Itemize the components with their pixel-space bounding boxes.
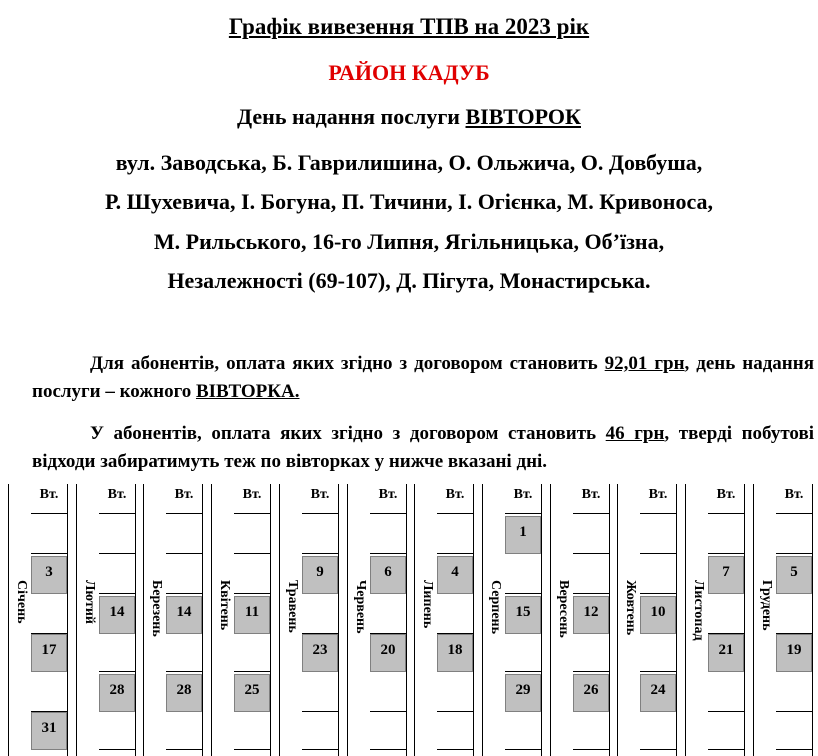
- para2-text-b: , тверді побутові відходи забиратимуть теж по вівторках у нижче вказані дні.: [32, 423, 814, 472]
- weekday-header: Вт.: [640, 484, 676, 514]
- collection-day-cell: 25: [234, 674, 270, 712]
- empty-day-cell: [573, 634, 609, 672]
- collection-day-cell: 20: [370, 634, 406, 672]
- empty-day-cell: [234, 634, 270, 672]
- collection-day-cell: 1: [505, 516, 541, 554]
- weekday-header: Вт.: [437, 484, 473, 514]
- empty-day-cell: [370, 712, 406, 750]
- empty-day-cell: [437, 596, 473, 634]
- weekday-header: Вт.: [99, 484, 135, 514]
- collection-day-cell: 10: [640, 596, 676, 634]
- empty-day-cell: [166, 634, 202, 672]
- weekday-header: Вт.: [370, 484, 406, 514]
- schedule-grid: [8, 484, 818, 756]
- empty-day-cell: [776, 516, 812, 554]
- para1-text-b: , день надання послуги – кожного: [32, 353, 814, 402]
- empty-day-cell: [234, 516, 270, 554]
- month-day-column: [370, 484, 406, 756]
- para1-price: 92,01 грн: [604, 353, 685, 374]
- empty-day-cell: [437, 674, 473, 712]
- empty-day-cell: [302, 674, 338, 712]
- collection-day-cell: 12: [573, 596, 609, 634]
- grid-divider: [744, 484, 745, 756]
- para1-day: ВІВТОРКА.: [195, 381, 300, 402]
- empty-day-cell: [708, 712, 744, 750]
- grid-divider: [406, 484, 407, 756]
- weekday-header: Вт.: [31, 484, 67, 514]
- month-label: Травень: [285, 580, 300, 633]
- empty-day-cell: [370, 516, 406, 554]
- weekday-header: Вт.: [505, 484, 541, 514]
- empty-day-cell: [234, 712, 270, 750]
- empty-day-cell: [708, 596, 744, 634]
- month-label: Липень: [420, 580, 435, 629]
- empty-day-cell: [31, 516, 67, 554]
- month-label: Вересень: [556, 580, 571, 638]
- weekday-header: Вт.: [708, 484, 744, 514]
- collection-day-cell: 28: [166, 674, 202, 712]
- empty-day-cell: [573, 556, 609, 594]
- month-day-column: [166, 484, 202, 756]
- weekday-header: Вт.: [166, 484, 202, 514]
- month-label: Лютий: [82, 580, 97, 624]
- empty-day-cell: [302, 596, 338, 634]
- service-day: ВІВТОРОК: [465, 104, 581, 129]
- grid-divider: [812, 484, 813, 756]
- month-day-column: [708, 484, 744, 756]
- month-label: Квітень: [217, 580, 232, 631]
- grid-divider: [473, 484, 474, 756]
- month-day-column: [31, 484, 67, 756]
- collection-day-cell: 28: [99, 674, 135, 712]
- empty-day-cell: [640, 712, 676, 750]
- grid-divider: [338, 484, 339, 756]
- month-day-column: [776, 484, 812, 756]
- empty-day-cell: [708, 516, 744, 554]
- month-day-column: [302, 484, 338, 756]
- empty-day-cell: [302, 712, 338, 750]
- empty-day-cell: [573, 516, 609, 554]
- month-label: Грудень: [759, 580, 774, 631]
- empty-day-cell: [505, 712, 541, 750]
- collection-day-cell: 26: [573, 674, 609, 712]
- paragraph-half-price: [32, 420, 814, 476]
- grid-divider: [135, 484, 136, 756]
- collection-day-cell: 31: [31, 712, 67, 750]
- grid-divider: [270, 484, 271, 756]
- empty-day-cell: [99, 712, 135, 750]
- service-day-prefix: День надання послуги: [237, 104, 466, 129]
- streets-line-3: М. Рильського, 16-го Липня, Ягільницька, Об’їзна,: [153, 229, 665, 254]
- collection-day-cell: 21: [708, 634, 744, 672]
- empty-day-cell: [640, 556, 676, 594]
- collection-day-cell: 14: [166, 596, 202, 634]
- empty-day-cell: [640, 516, 676, 554]
- month-label: Березень: [149, 580, 164, 637]
- collection-day-cell: 14: [99, 596, 135, 634]
- empty-day-cell: [31, 596, 67, 634]
- grid-divider: [676, 484, 677, 756]
- empty-day-cell: [99, 634, 135, 672]
- empty-day-cell: [302, 516, 338, 554]
- weekday-header: Вт.: [302, 484, 338, 514]
- empty-day-cell: [234, 556, 270, 594]
- weekday-header: Вт.: [776, 484, 812, 514]
- paragraph-full-price: [32, 350, 814, 406]
- collection-day-cell: 3: [31, 556, 67, 594]
- para1-text-a: Для абонентів, оплата яких згідно з договором становить: [90, 353, 605, 374]
- empty-day-cell: [573, 712, 609, 750]
- collection-day-cell: 17: [31, 634, 67, 672]
- district-name: РАЙОН КАДУБ: [328, 60, 490, 85]
- collection-day-cell: 5: [776, 556, 812, 594]
- empty-day-cell: [370, 674, 406, 712]
- collection-day-cell: 11: [234, 596, 270, 634]
- service-day-heading: [0, 104, 818, 130]
- streets-line-4: Незалежності (69-107), Д. Пігута, Монастирська.: [167, 268, 651, 293]
- collection-day-cell: 18: [437, 634, 473, 672]
- empty-day-cell: [776, 596, 812, 634]
- empty-day-cell: [31, 674, 67, 712]
- empty-day-cell: [776, 712, 812, 750]
- collection-day-cell: 29: [505, 674, 541, 712]
- empty-day-cell: [370, 596, 406, 634]
- month-label: Січень: [14, 580, 29, 624]
- weekday-header: Вт.: [234, 484, 270, 514]
- empty-day-cell: [99, 516, 135, 554]
- collection-day-cell: 4: [437, 556, 473, 594]
- month-day-column: [437, 484, 473, 756]
- collection-day-cell: 23: [302, 634, 338, 672]
- month-label: Жовтень: [623, 580, 638, 636]
- empty-day-cell: [166, 712, 202, 750]
- collection-day-cell: 9: [302, 556, 338, 594]
- month-day-column: [573, 484, 609, 756]
- empty-day-cell: [640, 634, 676, 672]
- document-title: Графік вивезення ТПВ на 2023 рік: [228, 14, 590, 39]
- collection-day-cell: 15: [505, 596, 541, 634]
- collection-day-cell: 19: [776, 634, 812, 672]
- empty-day-cell: [776, 674, 812, 712]
- streets-line-1: вул. Заводська, Б. Гаврилишина, О. Ольжича, О. Довбуша,: [115, 150, 703, 175]
- empty-day-cell: [437, 712, 473, 750]
- para2-price: 46 грн: [605, 423, 665, 444]
- month-day-column: [234, 484, 270, 756]
- weekday-header: Вт.: [573, 484, 609, 514]
- collection-day-cell: 7: [708, 556, 744, 594]
- month-day-column: [505, 484, 541, 756]
- empty-day-cell: [708, 674, 744, 712]
- empty-day-cell: [437, 516, 473, 554]
- month-label: Серпень: [488, 580, 503, 635]
- month-day-column: [640, 484, 676, 756]
- para2-text-a: У абонентів, оплата яких згідно з договором становить: [90, 423, 606, 444]
- empty-day-cell: [166, 556, 202, 594]
- grid-divider: [609, 484, 610, 756]
- collection-day-cell: 24: [640, 674, 676, 712]
- month-day-column: [99, 484, 135, 756]
- month-label: Червень: [353, 580, 368, 634]
- collection-day-cell: 6: [370, 556, 406, 594]
- grid-divider: [202, 484, 203, 756]
- grid-divider: [541, 484, 542, 756]
- empty-day-cell: [99, 556, 135, 594]
- grid-divider: [67, 484, 68, 756]
- empty-day-cell: [505, 634, 541, 672]
- empty-day-cell: [166, 516, 202, 554]
- streets-line-2: Р. Шухевича, І. Богуна, П. Тичини, І. Огієнка, М. Кривоноса,: [104, 189, 714, 214]
- empty-day-cell: [505, 556, 541, 594]
- month-label: Листопад: [691, 580, 706, 641]
